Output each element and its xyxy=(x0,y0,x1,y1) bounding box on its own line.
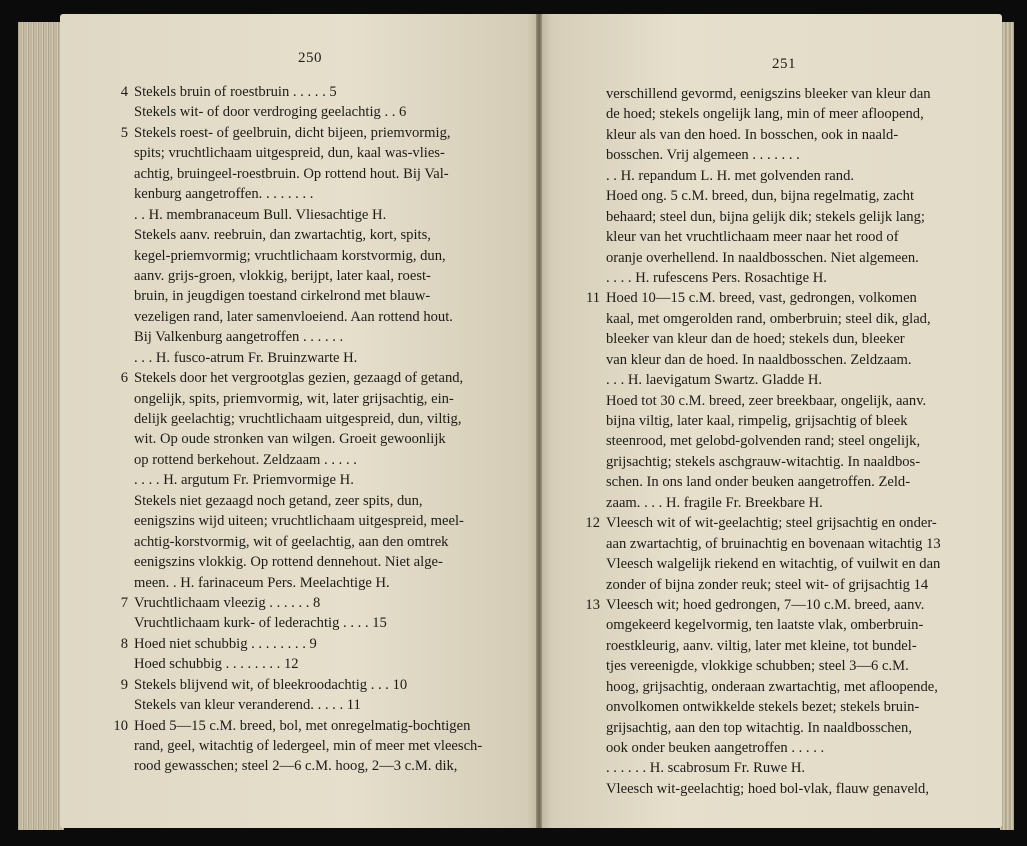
text-line: . . . . . . H. scabrosum Fr. Ruwe H. xyxy=(606,760,806,777)
page-text xyxy=(578,84,976,799)
right-page xyxy=(538,14,1002,828)
text-line: grijsachtig, aan den top witachtig. In naaldbosschen, xyxy=(606,719,912,736)
text-line: . . H. repandum L. H. met golvenden rand. xyxy=(606,167,855,184)
text-line: Stekels van kleur veranderend. . . . . 11 xyxy=(134,697,361,714)
page-number: 250 xyxy=(298,50,322,66)
text-line: hoog, grijsachtig, onderaan zwartachtig, met afloopende, xyxy=(606,678,938,695)
text-line: 10 Hoed 5—15 c.M. breed, bol, met onregelmatig-bochtigen xyxy=(113,717,471,734)
text-line: behaard; steel dun, bijna gelijk dik; stekels gelijk lang; xyxy=(606,208,925,225)
text-line: oranje overhellend. In naaldbosschen. Niet algemeen. xyxy=(606,249,919,266)
text-line: van kleur dan de hoed. In naaldbosschen. Zeldzaam. xyxy=(606,351,912,368)
text-line: . . . H. fusco-atrum Fr. Bruinzwarte H. xyxy=(134,349,358,366)
text-line: 11 Hoed 10—15 c.M. breed, vast, gedrongen, volkomen xyxy=(585,290,917,307)
text-line: roestkleurig, aanv. viltig, later met kleine, tot bundel- xyxy=(606,637,917,654)
text-line: 9 Stekels blijvend wit, of bleekroodachtig . . . 10 xyxy=(120,676,408,693)
text-line: eenigszins vlokkig. Op rottend dennehout. Niet alge- xyxy=(134,554,443,571)
text-line: aanv. grijs-groen, vlokkig, berijpt, later kaal, roest- xyxy=(134,267,431,284)
text-line: kenburg aangetroffen. . . . . . . . xyxy=(134,186,314,203)
text-line: Bij Valkenburg aangetroffen . . . . . . xyxy=(134,329,344,346)
text-line: 6 Stekels door het vergrootglas gezien, gezaagd of getand, xyxy=(120,370,464,387)
text-line: wit. Op oude stronken van wilgen. Groeit gewoonlijk xyxy=(134,431,446,448)
text-line: onvolkomen ontwikkelde stekels bezet; stekels bruin- xyxy=(606,699,920,716)
text-line: . . . H. laevigatum Swartz. Gladde H. xyxy=(606,372,823,389)
text-line: bijna viltig, later kaal, rimpelig, grijsachtig of bleek xyxy=(606,413,908,429)
text-line: kleur van het vruchtlichaam meer naar het rood of xyxy=(606,229,899,246)
text-line: kaal, met omgerolden rand, omberbruin; steel dik, glad, xyxy=(606,310,931,327)
text-line: zonder of bijna zonder reuk; steel wit- of grijsachtig 14 xyxy=(606,576,929,593)
text-line: achtig-korstvormig, wit of geelachtig, aan den omtrek xyxy=(134,533,449,550)
text-line: aan zwartachtig, of bruinachtig en bovenaan witachtig 13 xyxy=(606,535,941,552)
book-gutter xyxy=(536,14,542,828)
text-line: bosschen. Vrij algemeen . . . . . . . xyxy=(606,147,800,164)
text-line: meen. . H. farinaceum Pers. Meelachtige H. xyxy=(134,574,390,591)
text-line: 5 Stekels roest- of geelbruin, dicht bijeen, priemvormig, xyxy=(120,124,451,141)
text-line: kleur als van den hoed. In bosschen, ook in naald- xyxy=(606,126,899,143)
text-line: eenigszins wijd uiteen; vruchtlichaam uitgespreid, meel- xyxy=(134,513,464,530)
text-line: ook onder beuken aangetroffen . . . . . xyxy=(606,740,825,756)
text-line: Vruchtlichaam kurk- of lederachtig . . . . 15 xyxy=(134,615,387,632)
text-line: vezeligen rand, later samenvloeiend. Aan rottend hout. xyxy=(134,308,453,325)
text-line: Hoed ong. 5 c.M. breed, dun, bijna regelmatig, zacht xyxy=(606,188,914,205)
text-line: bleeker van kleur dan de hoed; stekels dun, bleeker xyxy=(606,331,905,348)
left-page xyxy=(60,14,542,828)
text-line: Hoed schubbig . . . . . . . . 12 xyxy=(134,656,299,673)
page-text xyxy=(106,82,508,777)
text-line: 8 Hoed niet schubbig . . . . . . . . 9 xyxy=(120,635,317,652)
text-line: rand, geel, witachtig of ledergeel, min of meer met vleesch- xyxy=(134,738,483,754)
text-line: Hoed tot 30 c.M. breed, zeer breekbaar, ongelijk, aanv. xyxy=(606,392,927,409)
text-line: . . . . H. argutum Fr. Priemvormige H. xyxy=(134,472,354,489)
text-line: kegel-priemvormig; vruchtlichaam korstvormig, dun, xyxy=(134,247,446,264)
text-line: de hoed; stekels ongelijk lang, min of meer afloopend, xyxy=(606,106,924,123)
open-book xyxy=(10,10,1016,834)
text-line: schen. In ons land onder beuken aangetroffen. Zeld- xyxy=(606,474,911,491)
text-line: rood gewasschen; steel 2—6 c.M. hoog, 2—3 c.M. dik, xyxy=(134,758,458,775)
text-line: 4 Stekels bruin of roestbruin . . . . . 5 xyxy=(120,84,337,100)
text-line: delijk geelachtig; vruchtlichaam uitgespreid, dun, viltig, xyxy=(134,411,462,427)
text-line: ongelijk, spits, priemvormig, wit, later grijsachtig, ein- xyxy=(134,390,454,407)
text-line: verschillend gevormd, eenigszins bleeker van kleur dan xyxy=(606,86,931,102)
text-line: 7 Vruchtlichaam vleezig . . . . . . 8 xyxy=(120,594,321,611)
text-line: Vleesch wit-geelachtig; hoed bol-vlak, flauw genaveld, xyxy=(606,780,929,797)
text-line: tjes vereenigde, vlokkige schubben; steel 3—6 c.M. xyxy=(606,658,909,675)
text-line: achtig, bruingeel-roestbruin. Op rottend hout. Bij Val- xyxy=(134,165,449,182)
page-edges-left xyxy=(18,22,64,830)
text-line: op rottend berkehout. Zeldzaam . . . . . xyxy=(134,451,357,468)
text-line: bruin, in jeugdigen toestand cirkelrond met blauw- xyxy=(134,288,431,305)
text-line: omgekeerd kegelvormig, ten laatste vlak, omberbruin- xyxy=(606,617,924,634)
text-line: Stekels wit- of door verdroging geelachtig . . 6 xyxy=(134,104,407,121)
text-line: 13 Vleesch wit; hoed gedrongen, 7—10 c.M. breed, aanv. xyxy=(585,596,925,613)
text-line: Stekels aanv. reebruin, dan zwartachtig, kort, spits, xyxy=(134,227,431,244)
text-line: grijsachtig; stekels aschgrauw-witachtig. In naaldbos- xyxy=(606,453,921,470)
text-line: . . H. membranaceum Bull. Vliesachtige H. xyxy=(134,206,387,223)
page-edges-right xyxy=(1000,22,1014,830)
text-line: Vleesch walgelijk riekend en witachtig, of vuilwit en dan xyxy=(606,556,941,573)
text-line: Stekels niet gezaagd noch getand, zeer spits, dun, xyxy=(134,492,423,509)
text-line: . . . . H. rufescens Pers. Rosachtige H. xyxy=(606,269,827,286)
text-line: zaam. . . . H. fragile Fr. Breekbare H. xyxy=(606,494,823,511)
page-number: 251 xyxy=(772,56,796,72)
text-line: 12 Vleesch wit of wit-geelachtig; steel grijsachtig en onder- xyxy=(585,515,937,532)
text-line: spits; vruchtlichaam uitgespreid, dun, kaal was-vlies- xyxy=(134,145,445,162)
text-line: steenrood, met gelobd-golvenden rand; steel ongelijk, xyxy=(606,433,921,450)
